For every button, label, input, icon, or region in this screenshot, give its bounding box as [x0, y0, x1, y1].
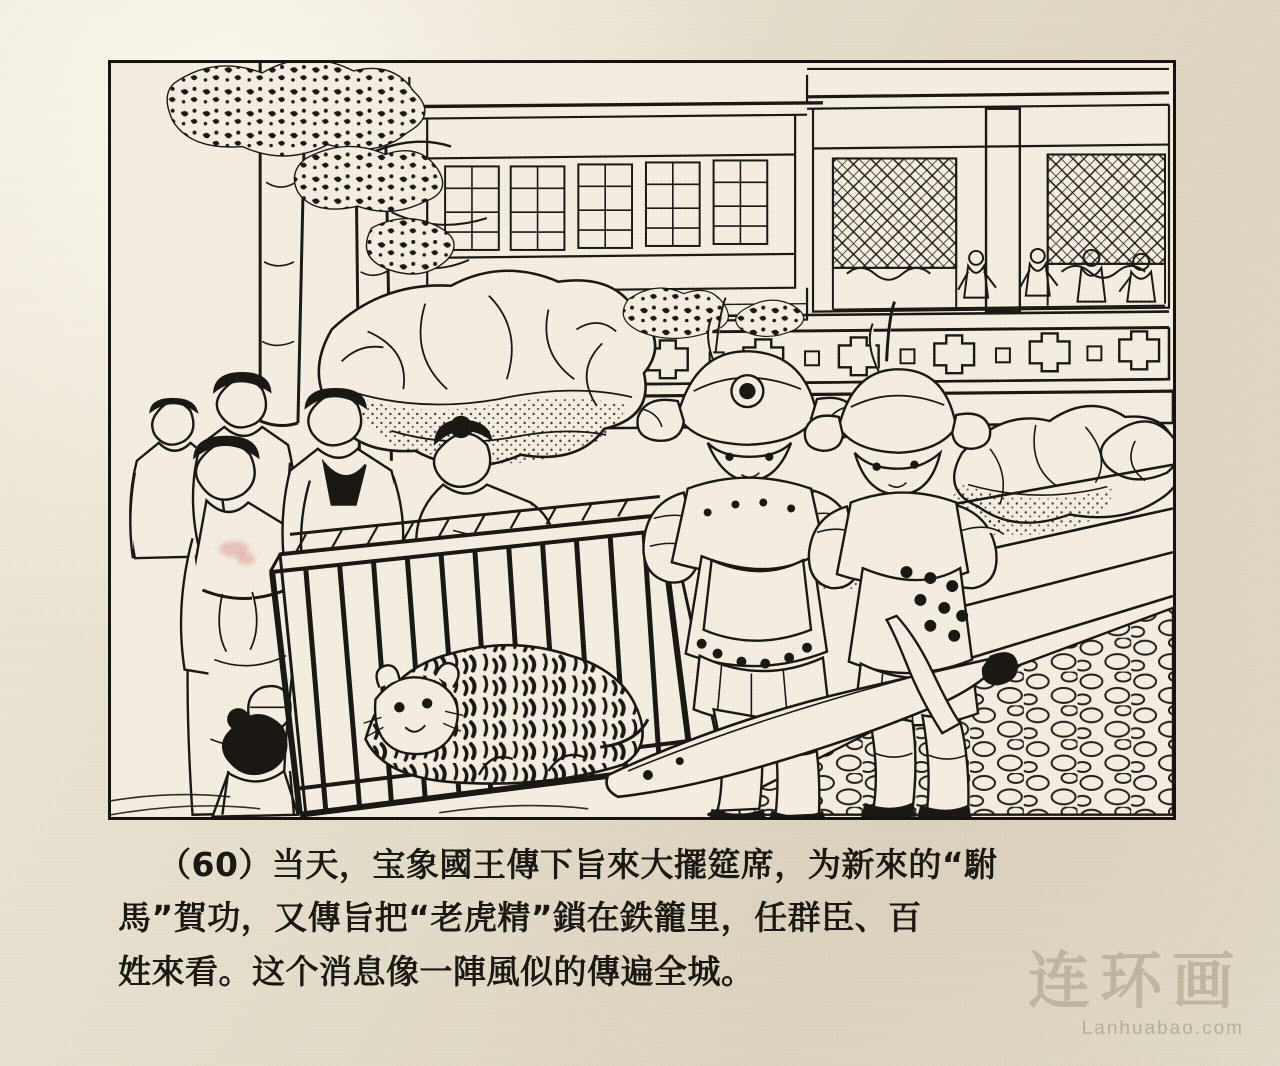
watermark-chinese: 连环画 [1027, 944, 1244, 1017]
illustration-frame [108, 60, 1176, 820]
watermark-latin: Lanhuabao.com [1081, 1018, 1244, 1039]
panel-artwork [111, 63, 1173, 819]
caption-line-3: 姓來看。这个消息像一陣風似的傳遍全城。 [118, 951, 755, 991]
caption-line-1: （60）当天，宝象國王傳下旨來大擺筵席，为新來的“駙 [158, 845, 998, 884]
caption-line-2: 馬”賀功，又傳旨把“老虎精”鎖在鉄籠里，任群臣、百 [118, 898, 922, 938]
caption-block [118, 838, 1178, 998]
